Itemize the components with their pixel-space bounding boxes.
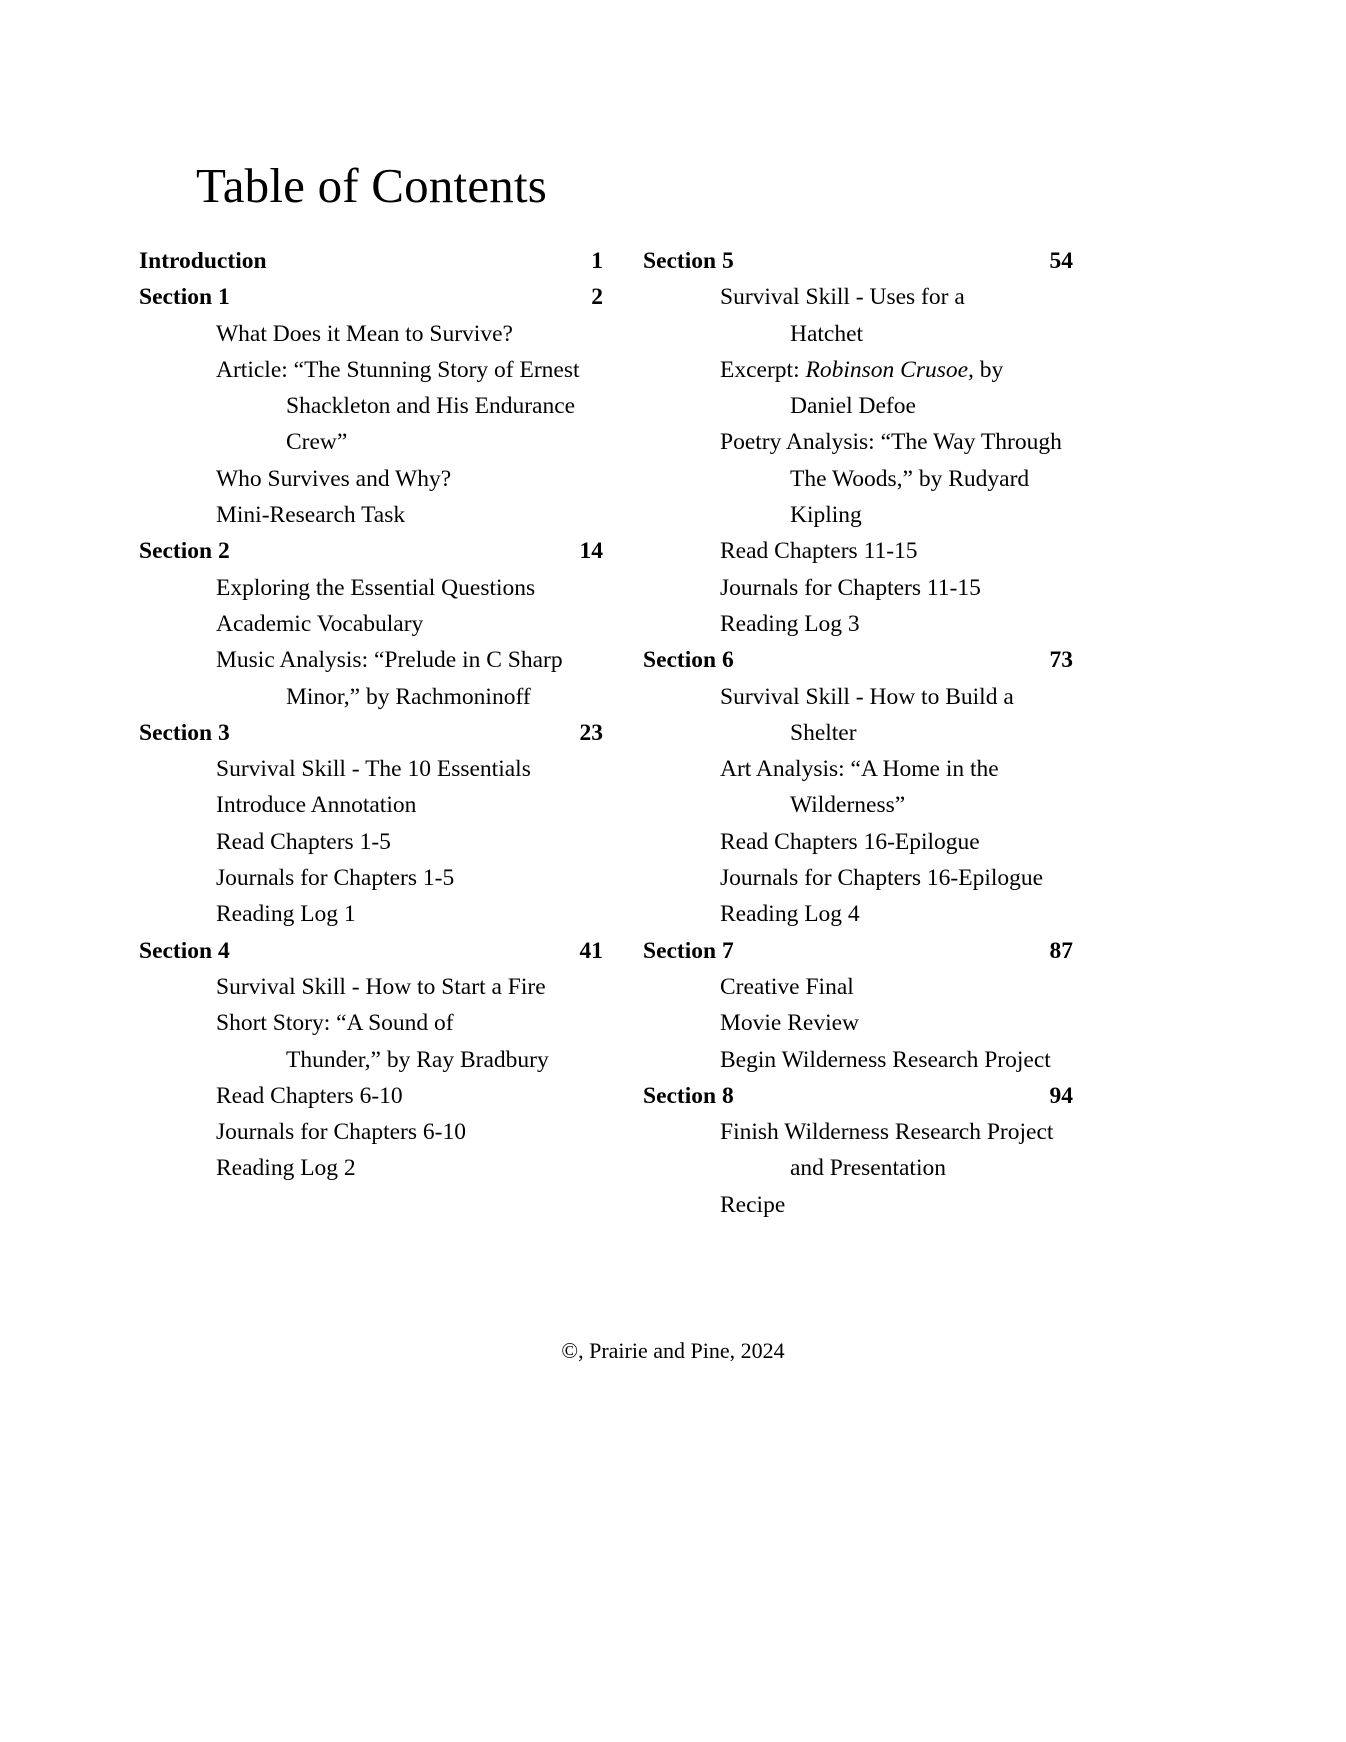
toc-entry[interactable] xyxy=(139,497,603,533)
toc-entry-text: Music Analysis: “Prelude in C Sharp xyxy=(216,647,563,674)
toc-entry-text: Short Story: “A Sound of xyxy=(216,1010,454,1037)
toc-entry-continuation: Shackleton and His Endurance xyxy=(286,393,576,420)
toc-entry-text: Art Analysis: “A Home in the xyxy=(720,756,999,783)
toc-entry-continuation: Kipling xyxy=(790,502,862,529)
toc-entry-continuation: and Presentation xyxy=(790,1155,946,1182)
toc-entry[interactable] xyxy=(643,751,1073,824)
toc-entry[interactable] xyxy=(643,896,1073,932)
toc-entry-text: Journals for Chapters 16-Epilogue xyxy=(720,865,1044,892)
toc-entry[interactable] xyxy=(139,1078,603,1114)
toc-page-number: 94 xyxy=(1049,1082,1073,1109)
toc-column-right xyxy=(643,243,1073,1223)
toc-column-left xyxy=(139,243,603,1187)
toc-entry-text: Excerpt: xyxy=(720,356,806,383)
toc-page-number: 54 xyxy=(1049,248,1073,274)
toc-entry[interactable] xyxy=(643,1114,1073,1187)
toc-entry-text: Read Chapters 1-5 xyxy=(216,828,391,855)
toc-section-label: Section 5 xyxy=(643,248,734,274)
toc-entry-text: Mini-Research Task xyxy=(216,502,406,529)
toc-entry[interactable] xyxy=(643,824,1073,860)
toc-entry-text: Recipe xyxy=(720,1191,786,1218)
toc-entry-text: Academic Vocabulary xyxy=(216,610,424,637)
toc-entry-text: Survival Skill - How to Start a Fire xyxy=(216,973,546,1000)
toc-entry-text: Read Chapters 16-Epilogue xyxy=(720,828,980,855)
toc-entry[interactable] xyxy=(139,896,603,932)
toc-entry-trailing: by xyxy=(973,356,1004,383)
toc-entry[interactable] xyxy=(643,424,1073,533)
toc-entry-continuation: Wilderness” xyxy=(790,792,906,819)
toc-entry[interactable] xyxy=(139,642,603,715)
toc-section-row[interactable] xyxy=(139,279,603,315)
toc-entry-text: Begin Wilderness Research Project xyxy=(720,1046,1051,1073)
toc-section-row[interactable] xyxy=(139,533,603,569)
toc-entry[interactable] xyxy=(139,787,603,823)
toc-page-number: 14 xyxy=(579,538,603,565)
toc-entry[interactable] xyxy=(139,1114,603,1150)
toc-entry-text: Survival Skill - How to Build a xyxy=(720,683,1014,710)
toc-entry-continuation: Daniel Defoe xyxy=(790,393,916,420)
toc-entry-text: Survival Skill - Uses for a xyxy=(720,284,965,311)
toc-entry-continuation: Crew” xyxy=(286,429,348,456)
toc-entry-text: Introduce Annotation xyxy=(216,792,417,819)
toc-entry[interactable] xyxy=(139,1005,603,1078)
toc-entry[interactable] xyxy=(643,969,1073,1005)
toc-entry[interactable] xyxy=(139,751,603,787)
toc-entry-text: Survival Skill - The 10 Essentials xyxy=(216,756,531,783)
toc-entry-text: Journals for Chapters 11-15 xyxy=(720,574,981,601)
toc-entry[interactable] xyxy=(139,461,603,497)
toc-section-label: Section 1 xyxy=(139,284,230,311)
toc-section-row[interactable] xyxy=(643,933,1073,969)
toc-entry-text: Journals for Chapters 1-5 xyxy=(216,865,455,892)
toc-entry[interactable] xyxy=(643,533,1073,569)
toc-page-number: 23 xyxy=(579,719,603,746)
toc-section-label: Section 4 xyxy=(139,937,230,964)
toc-section-label: Introduction xyxy=(139,248,267,274)
toc-entry[interactable] xyxy=(643,860,1073,896)
toc-entry-continuation: Minor,” by Rachmoninoff xyxy=(286,683,531,710)
toc-entry-title-italic: Robinson Crusoe, xyxy=(805,356,974,383)
toc-entry-continuation: Shelter xyxy=(790,719,857,746)
toc-entry[interactable] xyxy=(643,279,1073,352)
toc-entry-text: Reading Log 3 xyxy=(720,610,860,637)
toc-entry-text: Creative Final xyxy=(720,973,854,1000)
toc-entry[interactable] xyxy=(643,570,1073,606)
toc-entry[interactable] xyxy=(139,316,603,352)
toc-entry-continuation: Hatchet xyxy=(790,320,864,347)
toc-section-label: Section 2 xyxy=(139,538,230,565)
toc-page-number: 87 xyxy=(1049,937,1073,964)
toc-entry-text: Who Survives and Why? xyxy=(216,465,452,492)
toc-section-row[interactable] xyxy=(139,933,603,969)
page-footer: ©, Prairie and Pine, 2024 xyxy=(561,1338,785,1363)
toc-entry-text: Journals for Chapters 6-10 xyxy=(216,1119,466,1146)
toc-entry-text: Finish Wilderness Research Project xyxy=(720,1119,1054,1146)
toc-entry[interactable] xyxy=(139,824,603,860)
toc-entry[interactable] xyxy=(643,1005,1073,1041)
toc-page-number: 1 xyxy=(591,248,603,274)
toc-entry-text: What Does it Mean to Survive? xyxy=(216,320,513,347)
toc-entry-text: Read Chapters 6-10 xyxy=(216,1082,403,1109)
toc-page-number: 2 xyxy=(591,284,603,311)
toc-section-row[interactable] xyxy=(643,642,1073,678)
toc-entry[interactable] xyxy=(139,606,603,642)
toc-page-number: 73 xyxy=(1049,647,1073,674)
toc-entry-text: Exploring the Essential Questions xyxy=(216,574,536,601)
toc-entry[interactable] xyxy=(643,606,1073,642)
toc-entry[interactable] xyxy=(643,1187,1073,1223)
toc-entry[interactable] xyxy=(139,1150,603,1186)
toc-entry[interactable] xyxy=(643,679,1073,752)
toc-entry-text: Reading Log 2 xyxy=(216,1155,356,1182)
toc-entry[interactable] xyxy=(643,352,1073,425)
toc-entry-text: Article: “The Stunning Story of Ernest xyxy=(216,356,580,383)
toc-section-row[interactable] xyxy=(139,715,603,751)
toc-entry-continuation: The Woods,” by Rudyard xyxy=(790,465,1030,492)
toc-entry[interactable] xyxy=(139,969,603,1005)
toc-page-number: 41 xyxy=(579,937,603,964)
toc-section-row[interactable] xyxy=(643,1078,1073,1114)
toc-section-label: Section 6 xyxy=(643,647,734,674)
toc-section-label: Section 8 xyxy=(643,1082,734,1109)
toc-section-row[interactable] xyxy=(643,243,1073,279)
toc-entry[interactable] xyxy=(643,1042,1073,1078)
page-title: Table of Contents xyxy=(196,157,548,213)
toc-section-label: Section 7 xyxy=(643,937,734,964)
toc-entry-text: Movie Review xyxy=(720,1010,860,1037)
toc-entry[interactable] xyxy=(139,352,603,461)
toc-entry[interactable] xyxy=(139,860,603,896)
toc-entry-text: Reading Log 4 xyxy=(720,901,860,928)
toc-section-row[interactable] xyxy=(139,243,603,279)
toc-entry-text: Read Chapters 11-15 xyxy=(720,538,918,565)
toc-section-label: Section 3 xyxy=(139,719,230,746)
toc-entry-text: Poetry Analysis: “The Way Through xyxy=(720,429,1062,456)
toc-entry[interactable] xyxy=(139,570,603,606)
toc-entry-continuation: Thunder,” by Ray Bradbury xyxy=(286,1046,549,1073)
toc-entry-text: Reading Log 1 xyxy=(216,901,356,928)
